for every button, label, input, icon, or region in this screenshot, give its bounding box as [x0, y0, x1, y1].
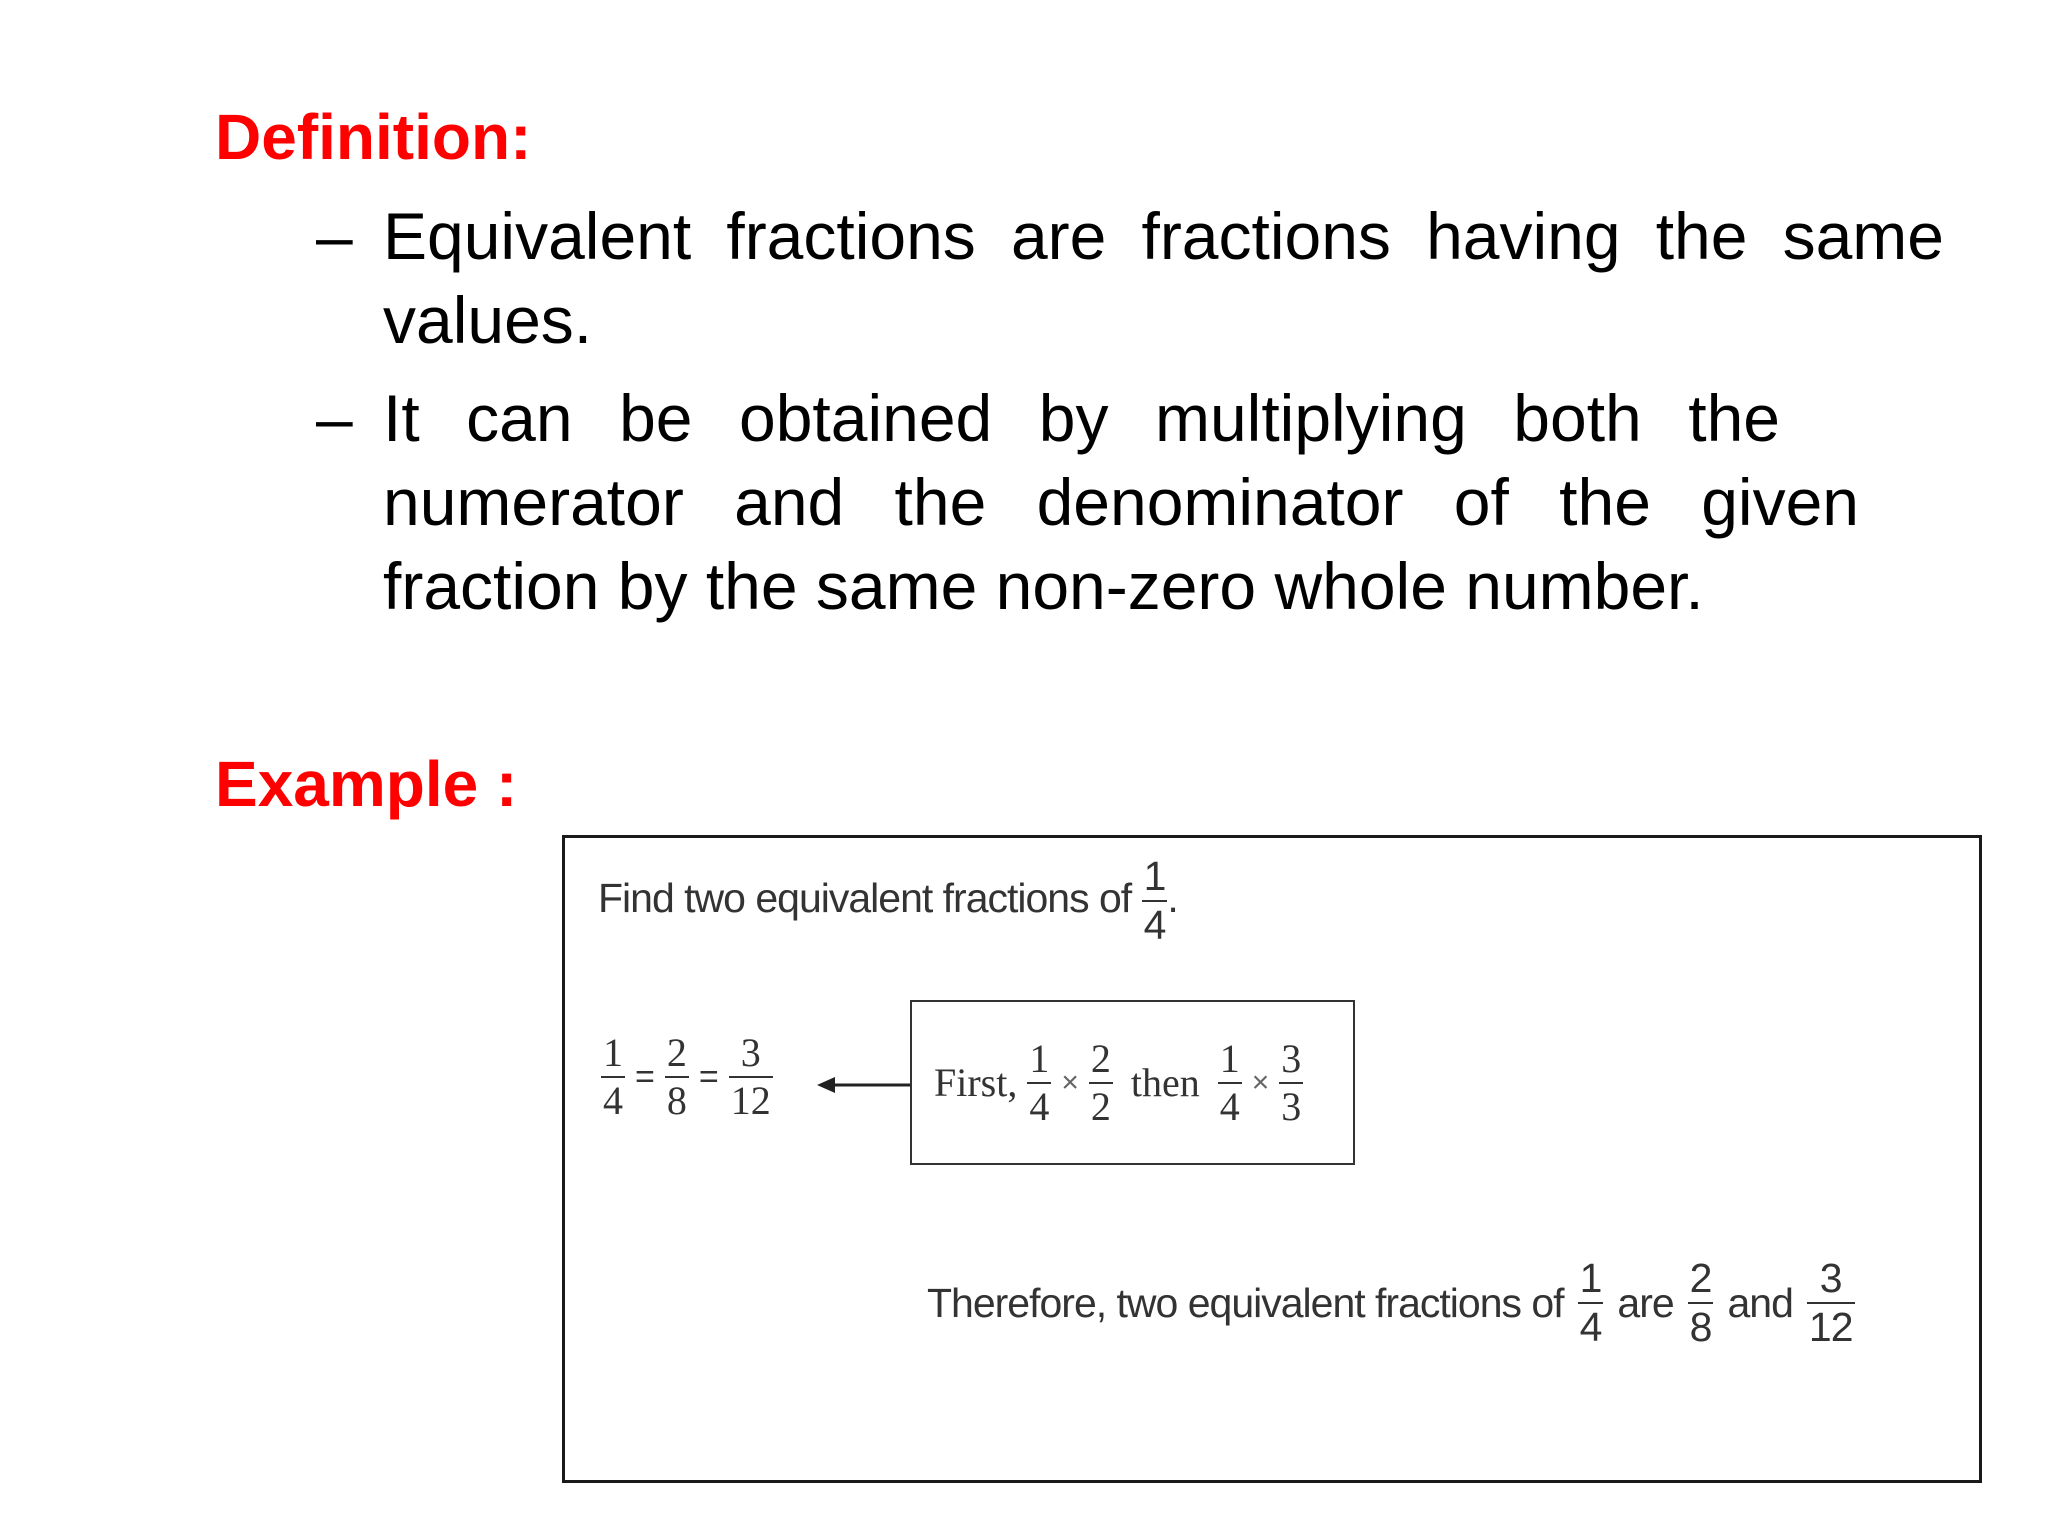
numerator: 2	[1089, 1039, 1113, 1084]
bullet-dash: –	[316, 199, 353, 273]
are-label: are	[1617, 1279, 1674, 1326]
fraction-three-twelfths	[1807, 1255, 1855, 1350]
bullet-line: fraction by the same non-zero whole number.	[383, 549, 1704, 623]
equals-sign: =	[635, 1057, 655, 1096]
arrow-left-icon	[817, 1073, 912, 1097]
fraction-two-eighths	[1688, 1255, 1714, 1350]
equivalence-equation	[601, 1030, 773, 1123]
example-conclusion	[927, 1255, 1855, 1350]
denominator: 3	[1281, 1083, 1302, 1129]
example-heading: Example :	[215, 748, 518, 820]
numerator: 1	[601, 1033, 625, 1078]
numerator: 2	[1688, 1258, 1714, 1304]
denominator: 4	[1143, 902, 1166, 948]
bullet-line: It can be obtained by multiplying both the	[383, 381, 1780, 455]
fraction-two-halves	[1089, 1035, 1113, 1129]
denominator: 8	[666, 1078, 687, 1123]
equals-sign: =	[698, 1057, 719, 1096]
fraction-one-quarter	[1218, 1035, 1242, 1129]
fraction-one-quarter	[601, 1030, 625, 1123]
numerator: 1	[1218, 1039, 1242, 1084]
numerator: 3	[729, 1033, 773, 1078]
fraction-three-thirds	[1279, 1035, 1303, 1129]
times-sign: ×	[1251, 1065, 1270, 1099]
example-box	[562, 835, 1982, 1483]
numerator: 1	[1578, 1258, 1604, 1304]
fraction-one-quarter	[1578, 1255, 1604, 1350]
denominator: 2	[1090, 1083, 1111, 1129]
first-label: First,	[934, 1060, 1018, 1105]
conclusion-text: Therefore, two equivalent fractions of	[927, 1279, 1564, 1326]
and-label: and	[1727, 1279, 1793, 1326]
numerator: 3	[1807, 1258, 1855, 1304]
numerator: 1	[1142, 856, 1168, 902]
question-fraction	[1142, 853, 1168, 948]
then-label: then	[1130, 1060, 1200, 1105]
denominator: 4	[1219, 1083, 1240, 1129]
fraction-three-twelfths	[729, 1030, 773, 1123]
denominator: 4	[1579, 1304, 1602, 1350]
question-trail: .	[1167, 874, 1178, 921]
denominator: 12	[1808, 1304, 1853, 1350]
denominator: 4	[603, 1078, 623, 1123]
fraction-one-quarter	[1027, 1035, 1051, 1129]
definition-heading: Definition:	[215, 101, 532, 173]
times-sign: ×	[1061, 1065, 1079, 1099]
fraction-two-eighths	[665, 1030, 689, 1123]
denominator: 12	[730, 1078, 771, 1123]
method-box	[910, 1000, 1355, 1165]
denominator: 4	[1029, 1083, 1050, 1129]
bullet-dash: –	[316, 381, 353, 455]
numerator: 1	[1027, 1039, 1051, 1084]
bullet-line: Equivalent fractions are fractions having the same	[383, 199, 1944, 273]
numerator: 2	[665, 1033, 689, 1078]
numerator: 3	[1279, 1039, 1303, 1084]
bullet-text	[383, 376, 1859, 628]
denominator: 8	[1689, 1304, 1712, 1350]
example-question	[598, 853, 1178, 948]
bullet-line: values.	[383, 283, 593, 357]
bullet-line: numerator and the denominator of the given	[383, 465, 1859, 539]
bullet-text	[383, 194, 2048, 362]
question-text: Find two equivalent fractions of	[598, 874, 1132, 921]
